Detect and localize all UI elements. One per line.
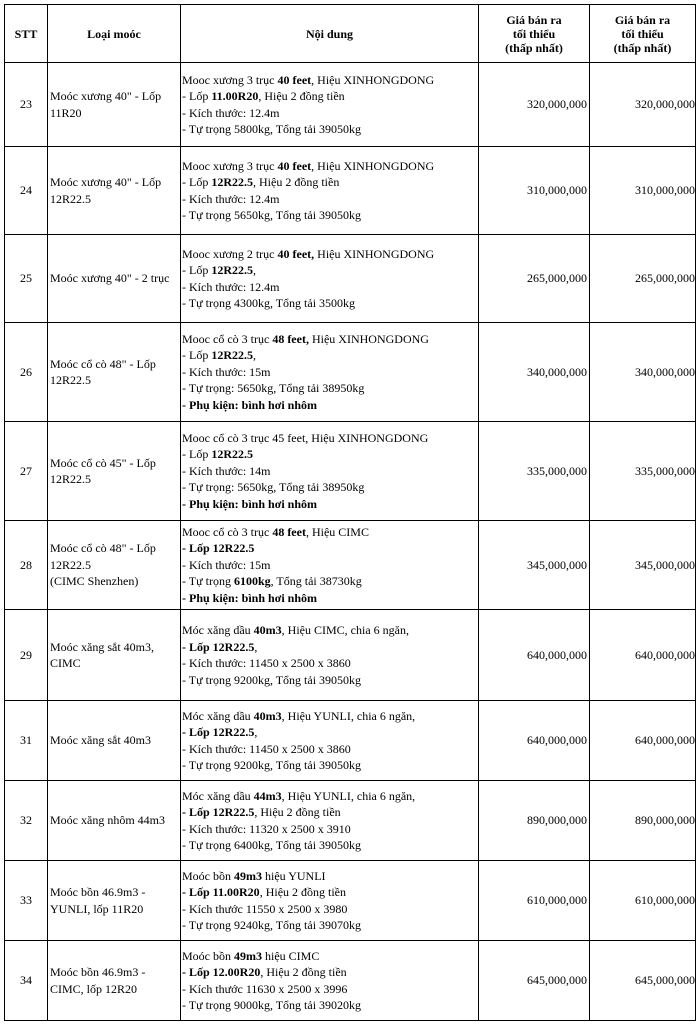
- cell-content: [181, 610, 479, 701]
- cell-stt: 26: [5, 323, 48, 422]
- table-row: [5, 323, 696, 422]
- table-row: [5, 422, 696, 521]
- content-bold-text: 40m3: [253, 623, 282, 637]
- content-line: [182, 788, 476, 805]
- content-text: - Tự trọng 9000kg, Tổng tải 39020kg: [182, 998, 362, 1012]
- header-price-max-line: (thấp nhất): [505, 40, 563, 55]
- cell-price-max: 345,000,000: [479, 521, 590, 610]
- cell-stt: 33: [5, 861, 48, 941]
- content-bold-text: 6100kg: [233, 574, 271, 589]
- content-line: [182, 121, 476, 138]
- cell-price-min: 610,000,000: [590, 861, 696, 941]
- table-row: [5, 861, 696, 941]
- content-line: [182, 917, 476, 934]
- content-text: Mooc cổ cò 3 trục 45 feet, Hiệu XINHONGDONG: [182, 430, 429, 445]
- trailer-type-line: 12R22.5: [50, 373, 92, 387]
- cell-trailer-type: [48, 610, 181, 701]
- table-row: [5, 941, 696, 1021]
- content-bold-text: 12R22.5: [211, 348, 253, 363]
- content-text: - Kích thước: 11320 x 2500 x 3910: [182, 821, 351, 836]
- content-text: , Tổng tải 38730kg: [270, 574, 362, 589]
- content-bold-text: 11.00R20: [211, 89, 259, 103]
- content-text: , Hiệu CIMC, chia 6 ngăn,: [281, 623, 409, 637]
- header-content: Nội dung: [181, 5, 479, 63]
- content-text: - Kích thước: 12.4m: [182, 279, 280, 294]
- cell-price-max: 640,000,000: [479, 610, 590, 701]
- content-text: - Tự trọng 9240kg, Tổng tải 39070kg: [182, 918, 362, 932]
- content-text: Móc xăng dầu: [182, 788, 254, 803]
- cell-content: [181, 861, 479, 941]
- content-line: [182, 804, 476, 821]
- content-line: [182, 174, 476, 191]
- cell-stt: 32: [5, 781, 48, 861]
- cell-stt: 34: [5, 941, 48, 1021]
- cell-price-min: 345,000,000: [590, 521, 696, 610]
- content-line: [182, 639, 476, 656]
- content-line: [182, 884, 476, 901]
- cell-content: [181, 323, 479, 422]
- trailer-type-line: Moóc cổ cò 45" - Lốp: [50, 455, 156, 470]
- content-text: ,: [253, 348, 256, 363]
- trailer-type-line: Moóc xăng nhôm 44m3: [50, 813, 165, 828]
- trailer-type-line: 12R22.5: [50, 472, 92, 486]
- content-bold-text: - Phụ kiện: bình hơi nhôm: [182, 496, 318, 511]
- content-bold-text: - Lốp 11.00R20: [182, 885, 260, 899]
- content-line: [182, 72, 476, 89]
- content-line: [182, 837, 476, 854]
- table-body: [5, 63, 696, 1021]
- trailer-type-line: Moóc cổ cò 48" - Lốp: [50, 541, 156, 556]
- content-bold-text: 48 feet: [272, 524, 306, 539]
- content-text: - Tự trọng 9200kg, Tổng tải 39050kg: [182, 758, 362, 772]
- content-line: [182, 757, 476, 774]
- cell-price-max: 640,000,000: [479, 701, 590, 781]
- content-text: - Kích thước: 14m: [182, 463, 271, 478]
- cell-stt: 29: [5, 610, 48, 701]
- content-line: [182, 246, 476, 263]
- content-text: - Kích thước: 15m: [182, 557, 271, 572]
- trailer-type-line: Moóc cổ cò 48" - Lốp: [50, 356, 156, 371]
- content-text: - Kích thước 11630 x 2500 x 3996: [182, 981, 348, 996]
- content-line: [182, 524, 476, 541]
- trailer-type-line: Moóc xăng sắt 40m3,: [50, 639, 154, 654]
- content-text: - Kích thước: 12.4m: [182, 191, 280, 206]
- content-bold-text: - Lốp 12R22.5: [182, 639, 255, 654]
- content-text: - Tự trọng 9200kg, Tổng tải 39050kg: [182, 672, 362, 687]
- content-line: [182, 901, 476, 918]
- cell-price-max: 890,000,000: [479, 781, 590, 861]
- cell-stt: 24: [5, 147, 48, 235]
- content-line: [182, 590, 476, 607]
- cell-stt: 23: [5, 63, 48, 147]
- content-text: Mooc cổ cò 3 trục: [182, 524, 273, 539]
- content-line: [182, 446, 476, 463]
- cell-price-max: 265,000,000: [479, 235, 590, 323]
- trailer-type-line: 12R22.5: [50, 191, 92, 206]
- content-text: Hiệu XINHONGDONG: [308, 331, 429, 346]
- cell-content: [181, 521, 479, 610]
- cell-trailer-type: [48, 521, 181, 610]
- header-price-min-line: tối thiểu: [621, 26, 664, 41]
- content-text: - Kích thước 11550 x 2500 x 3980: [182, 901, 348, 916]
- cell-trailer-type: [48, 323, 181, 422]
- content-line: [182, 158, 476, 175]
- cell-price-min: 645,000,000: [590, 941, 696, 1021]
- cell-price-min: 890,000,000: [590, 781, 696, 861]
- content-line: [182, 948, 476, 965]
- content-line: [182, 981, 476, 998]
- content-text: Mooc xương 3 trục: [182, 72, 278, 87]
- content-text: - Tự trọng 5650kg, Tổng tải 39050kg: [182, 208, 362, 222]
- content-text: Hiệu XINHONGDONG: [314, 246, 435, 261]
- content-line: [182, 821, 476, 838]
- content-line: [182, 191, 476, 208]
- content-text: - Lốp: [182, 263, 212, 277]
- table-row: [5, 610, 696, 701]
- cell-price-max: 610,000,000: [479, 861, 590, 941]
- cell-price-min: 310,000,000: [590, 147, 696, 235]
- content-text: , Hiệu 2 đồng tiền: [253, 175, 340, 189]
- content-text: , Hiệu 2 đồng tiền: [254, 805, 341, 819]
- trailer-type-line: CIMC: [50, 656, 81, 670]
- content-bold-text: - Lốp 12R22.5: [182, 541, 255, 556]
- cell-content: [181, 781, 479, 861]
- content-line: [182, 347, 476, 364]
- cell-price-max: 320,000,000: [479, 63, 590, 147]
- trailer-type-line: Moóc xăng sắt 40m3: [50, 733, 151, 748]
- content-line: [182, 380, 476, 397]
- trailer-type-line: YUNLI, lốp 11R20: [50, 901, 144, 916]
- content-line: [182, 622, 476, 639]
- content-text: - Lốp: [182, 447, 212, 462]
- content-text: , Hiệu 2 đồng tiền: [258, 89, 345, 103]
- content-text: - Tự trọng 5800kg, Tổng tải 39050kg: [182, 122, 362, 136]
- table-row: [5, 235, 696, 323]
- header-price-max: [479, 5, 590, 63]
- content-line: [182, 105, 476, 122]
- content-text: - Kích thước: 15m: [182, 364, 271, 379]
- content-text: hiệu CIMC: [262, 948, 320, 963]
- content-text: ,: [254, 639, 258, 654]
- content-line: [182, 540, 476, 557]
- content-line: [182, 997, 476, 1014]
- content-bold-text: 12R22.5: [211, 447, 253, 462]
- content-line: [182, 573, 476, 590]
- content-line: [182, 868, 476, 885]
- content-text: , Hiệu 2 đồng tiền: [260, 965, 347, 979]
- trailer-type-line: 11R20: [50, 105, 82, 120]
- content-text: , Hiệu XINHONGDONG: [311, 72, 435, 87]
- content-bold-text: 44m3: [253, 788, 282, 803]
- content-line: [182, 672, 476, 689]
- cell-price-min: 340,000,000: [590, 323, 696, 422]
- cell-price-max: 340,000,000: [479, 323, 590, 422]
- content-text: , Hiệu XINHONGDONG: [311, 158, 435, 173]
- content-line: [182, 279, 476, 296]
- cell-trailer-type: [48, 701, 181, 781]
- content-line: [182, 397, 476, 414]
- content-text: Mooc cổ cò 3 trục: [182, 331, 273, 346]
- cell-trailer-type: [48, 781, 181, 861]
- content-bold-text: 40 feet,: [277, 246, 315, 261]
- content-bold-text: 48 feet,: [272, 331, 309, 346]
- content-bold-text: 12R22.5: [211, 175, 253, 189]
- cell-content: [181, 63, 479, 147]
- content-text: , Hiệu YUNLI, chia 6 ngăn,: [281, 708, 416, 723]
- trailer-type-line: Moóc xương 40" - Lốp: [50, 89, 162, 103]
- table-row: [5, 781, 696, 861]
- cell-stt: 27: [5, 422, 48, 521]
- cell-trailer-type: [48, 941, 181, 1021]
- header-type: Loại moóc: [48, 5, 181, 63]
- trailer-type-line: Moóc xương 40" - Lốp: [50, 175, 162, 189]
- content-line: [182, 88, 476, 105]
- header-price-min-line: Giá bán ra: [614, 12, 671, 27]
- trailer-type-line: Moóc xương 40" - 2 trục: [50, 271, 170, 286]
- cell-trailer-type: [48, 147, 181, 235]
- content-bold-text: - Lốp 12.00R20: [182, 965, 261, 979]
- content-text: Móc xăng dầu: [182, 623, 254, 637]
- cell-content: [181, 147, 479, 235]
- content-line: [182, 430, 476, 447]
- content-text: - Tự trọng 6400kg, Tổng tải 39050kg: [182, 838, 362, 852]
- header-price-min-line: (thấp nhất): [613, 40, 672, 55]
- content-bold-text: - Phụ kiện: bình hơi nhôm: [182, 590, 318, 605]
- content-text: - Lốp: [182, 175, 212, 189]
- content-line: [182, 262, 476, 279]
- content-text: , Hiệu YUNLI, chia 6 ngăn,: [281, 788, 416, 803]
- trailer-type-line: Moóc bồn 46.9m3 -: [50, 965, 146, 979]
- cell-price-min: 320,000,000: [590, 63, 696, 147]
- content-bold-text: - Phụ kiện: bình hơi nhôm: [182, 397, 318, 412]
- content-text: - Kích thước: 11450 x 2500 x 3860: [182, 741, 351, 756]
- content-line: [182, 463, 476, 480]
- content-text: Mooc xương 3 trục: [182, 158, 278, 173]
- cell-trailer-type: [48, 235, 181, 323]
- table-row: [5, 521, 696, 610]
- content-line: [182, 479, 476, 496]
- content-bold-text: - Lốp 12R22.5: [182, 805, 255, 819]
- trailer-type-line: CIMC, lốp 12R20: [50, 981, 138, 996]
- content-line: [182, 724, 476, 741]
- cell-stt: 28: [5, 521, 48, 610]
- cell-trailer-type: [48, 63, 181, 147]
- cell-price-max: 310,000,000: [479, 147, 590, 235]
- content-text: - Kích thước: 12.4m: [182, 105, 280, 120]
- cell-price-min: 265,000,000: [590, 235, 696, 323]
- content-text: - Kích thước: 11450 x 2500 x 3860: [182, 656, 351, 670]
- content-text: hiệu YUNLI: [262, 868, 326, 883]
- table-row: [5, 63, 696, 147]
- content-bold-text: 49m3: [234, 948, 262, 963]
- content-bold-text: 12R22.5: [211, 263, 253, 277]
- content-line: [182, 708, 476, 725]
- cell-content: [181, 701, 479, 781]
- content-line: [182, 207, 476, 224]
- content-text: - Lốp: [182, 348, 212, 363]
- header-price-max-line: Giá bán ra: [506, 12, 562, 27]
- header-price-max-line: tối thiểu: [512, 26, 556, 41]
- trailer-type-line: Moóc bồn 46.9m3 -: [50, 885, 146, 899]
- content-bold-text: 49m3: [234, 868, 262, 883]
- cell-price-max: 335,000,000: [479, 422, 590, 521]
- content-line: [182, 295, 476, 312]
- content-text: - Tự trọng 4300kg, Tổng tải 3500kg: [182, 296, 356, 310]
- content-line: [182, 331, 476, 348]
- price-table: [4, 4, 696, 1021]
- cell-content: [181, 235, 479, 323]
- cell-price-max: 645,000,000: [479, 941, 590, 1021]
- cell-stt: 31: [5, 701, 48, 781]
- header-stt: STT: [5, 5, 48, 63]
- cell-stt: 25: [5, 235, 48, 323]
- content-line: [182, 964, 476, 981]
- cell-price-min: 640,000,000: [590, 701, 696, 781]
- content-text: ,: [253, 263, 256, 277]
- header-row: [5, 5, 696, 63]
- cell-content: [181, 422, 479, 521]
- header-price-min: [590, 5, 696, 63]
- content-line: [182, 655, 476, 672]
- content-bold-text: 40m3: [253, 708, 282, 723]
- cell-price-min: 335,000,000: [590, 422, 696, 521]
- content-text: Móc xăng dầu: [182, 708, 254, 723]
- table-row: [5, 147, 696, 235]
- content-text: - Lốp: [182, 89, 212, 103]
- content-bold-text: 40 feet: [277, 158, 312, 173]
- content-text: Moóc bồn: [182, 868, 234, 883]
- cell-trailer-type: [48, 422, 181, 521]
- content-line: [182, 496, 476, 513]
- content-text: - Tự trọng: 5650kg, Tổng tải 38950kg: [182, 480, 365, 495]
- content-text: - Tự trọng: [182, 574, 234, 589]
- content-line: [182, 741, 476, 758]
- content-text: - Tự trọng: 5650kg, Tổng tải 38950kg: [182, 381, 365, 396]
- trailer-type-line: (CIMC Shenzhen): [50, 574, 139, 589]
- content-line: [182, 364, 476, 381]
- content-bold-text: - Lốp 12R22.5: [182, 725, 255, 739]
- content-line: [182, 557, 476, 574]
- trailer-type-line: 12R22.5: [50, 557, 92, 572]
- content-text: , Hiệu 2 đồng tiền: [259, 885, 347, 899]
- table-row: [5, 701, 696, 781]
- cell-price-min: 640,000,000: [590, 610, 696, 701]
- content-text: Moóc bồn: [182, 948, 234, 963]
- content-text: Mooc xương 2 trục: [182, 246, 278, 261]
- content-text: , Hiệu CIMC: [305, 524, 369, 539]
- content-text: ,: [254, 725, 258, 739]
- cell-content: [181, 941, 479, 1021]
- cell-trailer-type: [48, 861, 181, 941]
- content-bold-text: 40 feet: [277, 72, 312, 87]
